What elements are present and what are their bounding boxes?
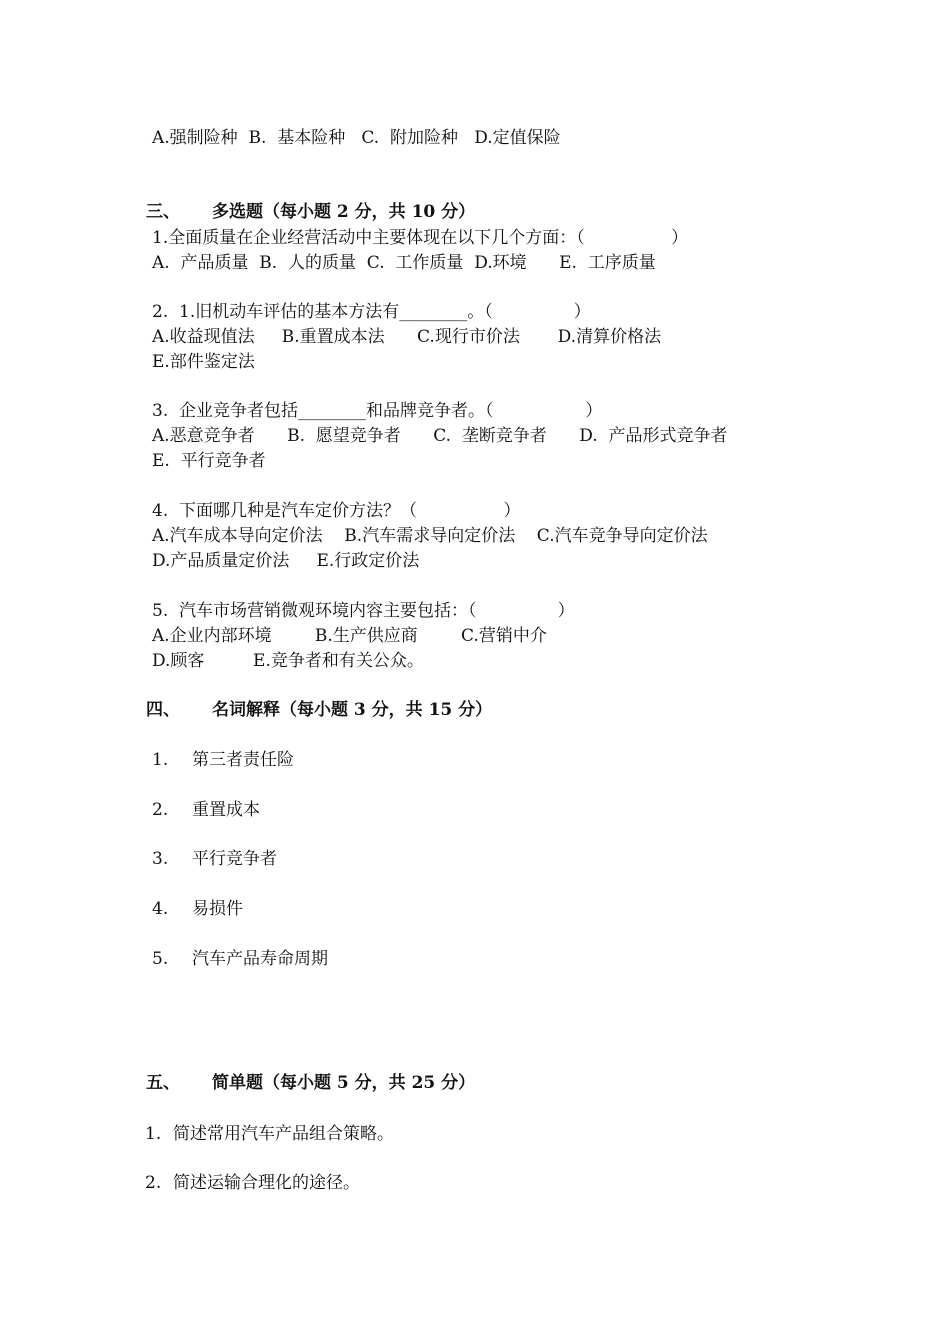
question-stem: 5. 汽车市场营销微观环境内容主要包括：（ ） xyxy=(152,601,575,621)
list-item xyxy=(152,898,243,920)
item-number: 4. xyxy=(152,899,169,919)
section-title: 名词解释（每小题 3 分，共 15 分） xyxy=(212,700,493,720)
question-stem: 1.全面质量在企业经营活动中主要体现在以下几个方面：（ ） xyxy=(152,228,689,248)
question-options-line: E. 平行竞争者 xyxy=(152,451,266,471)
item-text: 第三者责任险 xyxy=(192,750,294,770)
question-options-line: A. 产品质量 B. 人的质量 C. 工作质量 D.环境 E. 工序质量 xyxy=(152,253,656,273)
item-number: 1. xyxy=(145,1124,162,1144)
section-number: 五、 xyxy=(146,1073,180,1093)
question-options-line: A.收益现值法 B.重置成本法 C.现行市价法 D.清算价格法 xyxy=(152,327,662,347)
item-text: 简述常用汽车产品组合策略。 xyxy=(173,1124,394,1144)
section-number: 四、 xyxy=(146,700,180,720)
item-number: 5. xyxy=(152,949,169,969)
item-number: 2. xyxy=(152,800,169,820)
question-options-line: A.汽车成本导向定价法 B.汽车需求导向定价法 C.汽车竞争导向定价法 xyxy=(152,526,708,546)
section-title: 简单题（每小题 5 分，共 25 分） xyxy=(212,1073,476,1093)
list-item xyxy=(152,749,294,771)
list-item xyxy=(152,848,277,870)
list-item xyxy=(152,948,328,970)
list-item xyxy=(152,799,260,821)
question-options-line: E.部件鉴定法 xyxy=(152,352,255,372)
item-text: 重置成本 xyxy=(192,800,260,820)
list-item xyxy=(145,1172,360,1194)
section-heading-term-definition xyxy=(146,699,492,721)
question-options-line: D.顾客 E.竞争者和有关公众。 xyxy=(152,651,424,671)
section-number: 三、 xyxy=(146,202,180,222)
item-number: 3. xyxy=(152,849,169,869)
question-options-line: A.企业内部环境 B.生产供应商 C.营销中介 xyxy=(152,626,547,646)
question-stem: 4. 下面哪几种是汽车定价方法？（ ） xyxy=(152,501,521,521)
item-text: 汽车产品寿命周期 xyxy=(192,949,328,969)
item-number: 2. xyxy=(145,1173,162,1193)
item-text: 易损件 xyxy=(192,899,243,919)
item-text: 平行竞争者 xyxy=(192,849,277,869)
section-heading-multiple-choice xyxy=(146,201,475,223)
item-text: 简述运输合理化的途径。 xyxy=(173,1173,360,1193)
list-item xyxy=(145,1123,394,1145)
question-stem: 3. 企业竞争者包括________和品牌竞争者。（ ） xyxy=(152,401,603,421)
section-heading-short-answer xyxy=(146,1072,475,1094)
question-options-line: D.产品质量定价法 E.行政定价法 xyxy=(152,551,420,571)
question-options-line: A.恶意竞争者 B. 愿望竞争者 C. 垄断竞争者 D. 产品形式竞争者 xyxy=(152,426,728,446)
question-options-line: A.强制险种 B. 基本险种 C. 附加险种 D.定值保险 xyxy=(152,128,561,148)
question-stem: 2. 1.旧机动车评估的基本方法有________。（ ） xyxy=(152,302,591,322)
item-number: 1. xyxy=(152,750,169,770)
section-title: 多选题（每小题 2 分，共 10 分） xyxy=(212,202,476,222)
